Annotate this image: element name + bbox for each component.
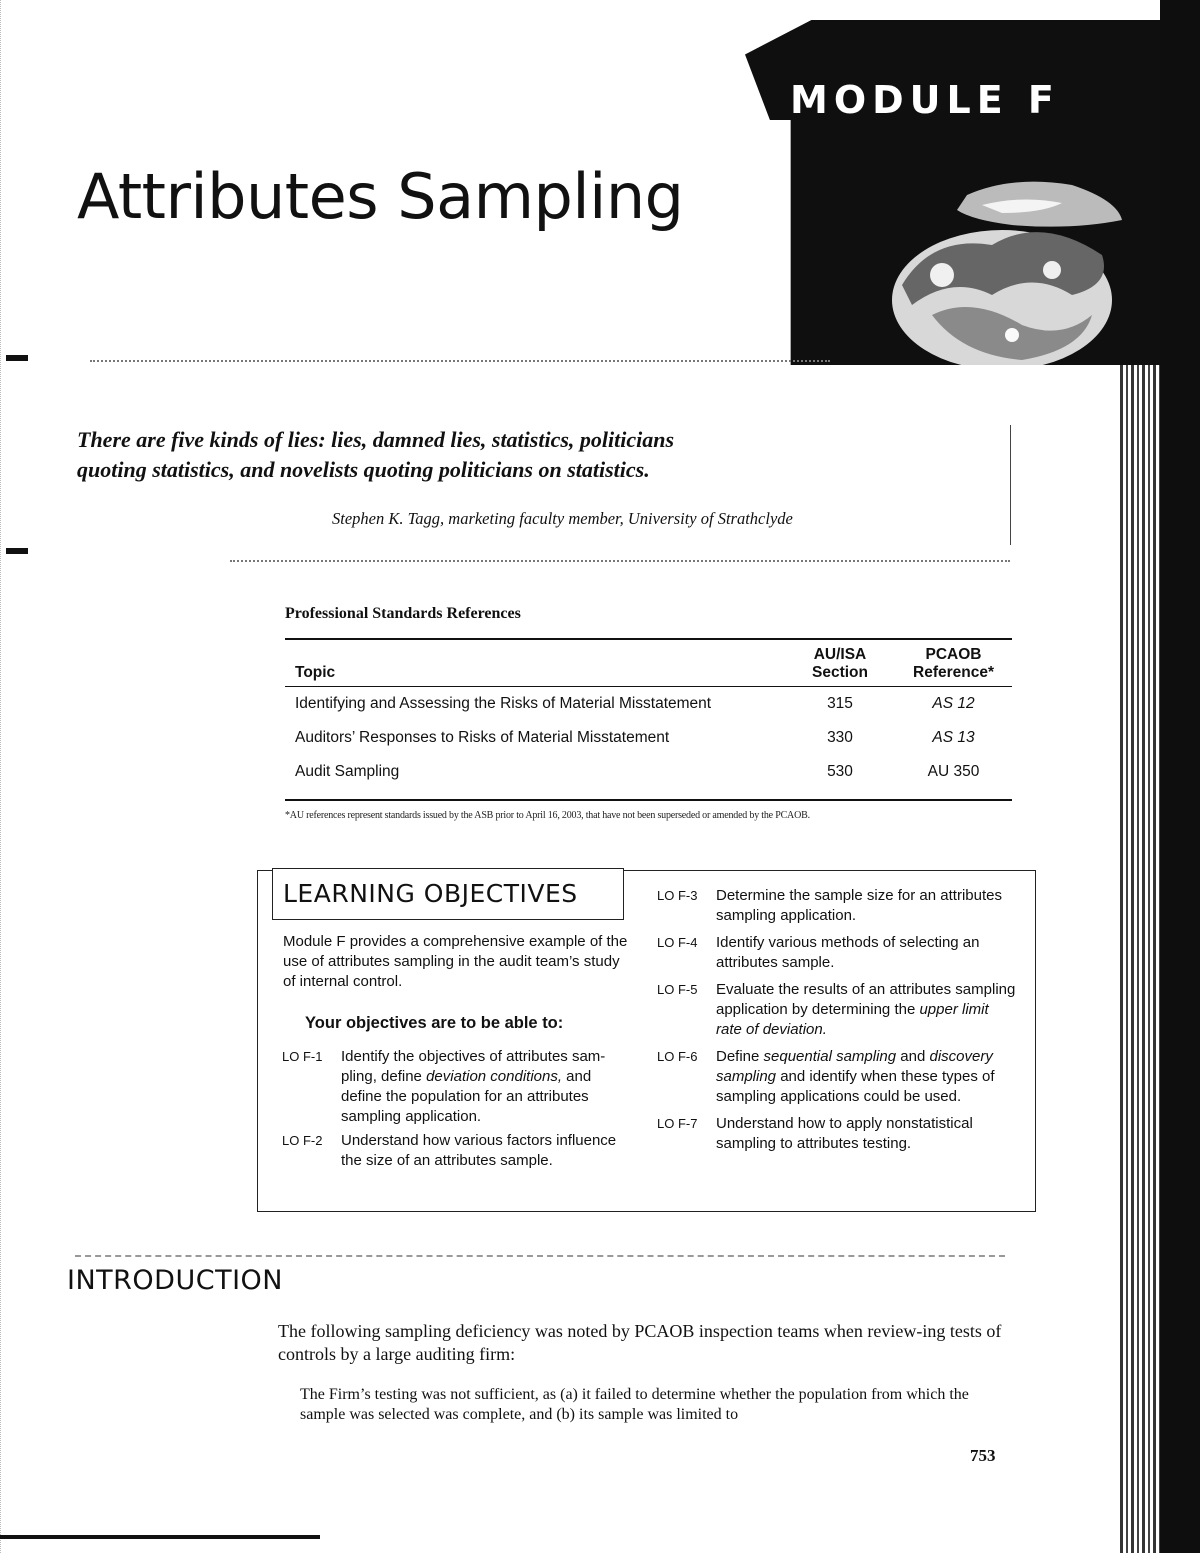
globe-hand-image: [872, 175, 1142, 365]
epigraph-line: There are five kinds of lies: lies, damned lies, statistics, politicians: [77, 427, 675, 452]
row-topic: Audit Sampling: [295, 763, 400, 780]
divider: [90, 360, 830, 362]
scan-mark: [6, 355, 28, 361]
objective-text-part: and identify when these types of sampling applications could be used.: [716, 1068, 995, 1105]
objective-code: LO F-4: [657, 935, 698, 950]
objective-item: [657, 980, 1017, 1040]
objective-code: LO F-6: [657, 1049, 698, 1064]
table-row: [285, 721, 1012, 755]
objectives-column-right: [657, 886, 1017, 1154]
objective-text: Determine the sample size for an attributes sampling application.: [716, 887, 1002, 924]
objective-item: [657, 1047, 1017, 1107]
col-au-line: AU/ISA: [813, 646, 867, 663]
row-au: 330: [827, 729, 853, 746]
epigraph-quote: [77, 425, 797, 485]
col-topic: Topic: [295, 664, 336, 681]
scan-mark: [6, 548, 28, 554]
objective-text: [716, 980, 1017, 1040]
module-label: MODULE F: [790, 78, 1060, 122]
objective-text-part: Define: [716, 1048, 764, 1065]
row-topic: Auditors’ Responses to Risks of Material Misstatement: [295, 729, 670, 746]
row-topic: Identifying and Assessing the Risks of Material Misstatement: [295, 695, 712, 712]
chapter-title: Attributes Sampling: [77, 160, 684, 233]
learning-objectives-title: LEARNING OBJECTIVES: [283, 879, 578, 908]
objective-term: discovery sampling: [716, 1048, 993, 1085]
col-au: [785, 646, 895, 687]
col-au-line: Section: [812, 664, 868, 681]
objective-code: LO F-3: [657, 888, 698, 903]
row-pcaob: AU 350: [927, 763, 980, 780]
objective-code: LO F-7: [657, 1116, 698, 1131]
objective-item: [282, 1047, 634, 1127]
objective-term: sequential sampling: [763, 1048, 897, 1065]
objective-text-part: Evaluate the results of an attributes sampling application by determining the: [716, 981, 1016, 1018]
objectives-column-left: [282, 1047, 634, 1171]
objective-text: Understand how various factors influence the size of an attributes sample.: [341, 1132, 617, 1169]
learning-objectives-subheading: Your objectives are to be able to:: [305, 1014, 564, 1032]
table-footnote: *AU references represent standards issued by the ASB prior to April 16, 2003, that have not been superseded or amended by the PCAOB.: [285, 810, 810, 821]
objective-item: [657, 1114, 1017, 1154]
objective-code: LO F-5: [657, 982, 698, 997]
scan-edge-left: [0, 0, 17, 1553]
intro-block-quote: The Firm’s testing was not sufficient, as (a) it failed to determine whether the population from which the sample was selected was complete, and (b) its sample was limited to: [300, 1386, 969, 1423]
table-rule: [285, 638, 1012, 640]
scan-bottom-line: [0, 1535, 320, 1539]
quote-bracket: [1010, 425, 1011, 545]
objective-text: [716, 1047, 1017, 1107]
objective-item: [282, 1131, 634, 1171]
col-pcaob-line: PCAOB: [925, 646, 982, 663]
objective-item: [657, 933, 1017, 973]
objective-text: Understand how to apply nonstatistical sampling to attributes testing.: [716, 1115, 973, 1152]
objective-code: LO F-2: [282, 1133, 323, 1148]
objective-term: upper limit rate of deviation.: [716, 1001, 989, 1038]
divider: [230, 560, 1010, 562]
objective-text: [341, 1047, 634, 1127]
page-number: 753: [970, 1446, 996, 1465]
col-pcaob: [895, 646, 1012, 687]
section-heading: INTRODUCTION: [67, 1265, 283, 1296]
objective-item: [657, 886, 1017, 926]
standards-heading: Professional Standards References: [285, 605, 521, 622]
objective-term: deviation conditions,: [426, 1068, 563, 1085]
scan-edge-right-solid: [1160, 0, 1200, 1553]
divider: [75, 1255, 1005, 1257]
intro-paragraph: The following sampling deficiency was noted by PCAOB inspection teams when review-ing tests of controls by a large auditing firm:: [278, 1321, 1002, 1364]
row-pcaob: AS 13: [932, 729, 975, 746]
table-row: [285, 687, 1012, 722]
table-row: [285, 755, 1012, 789]
learning-objectives-intro: Module F provides a comprehensive example of the use of attributes sampling in the audit team’s study of internal control.: [283, 933, 628, 990]
objective-text-part: and define the population for an attributes sampling application.: [341, 1068, 592, 1125]
row-au: 315: [827, 695, 853, 712]
objective-text-part: and: [896, 1048, 930, 1065]
objective-text-part: Identify the objectives of attributes sam-pling, define: [341, 1048, 606, 1085]
col-pcaob-line: Reference*: [913, 664, 994, 681]
standards-table: [285, 646, 1012, 789]
row-au: 530: [827, 763, 853, 780]
objective-code: LO F-1: [282, 1049, 323, 1064]
objective-text: Identify various methods of selecting an attributes sample.: [716, 934, 980, 971]
table-rule: [285, 799, 1012, 801]
epigraph-attribution: Stephen K. Tagg, marketing faculty member, University of Strathclyde: [332, 509, 793, 528]
epigraph-line: quoting statistics, and novelists quoting politicians on statistics.: [77, 457, 650, 482]
table-header-row: [285, 646, 1012, 687]
row-pcaob: AS 12: [932, 695, 975, 712]
